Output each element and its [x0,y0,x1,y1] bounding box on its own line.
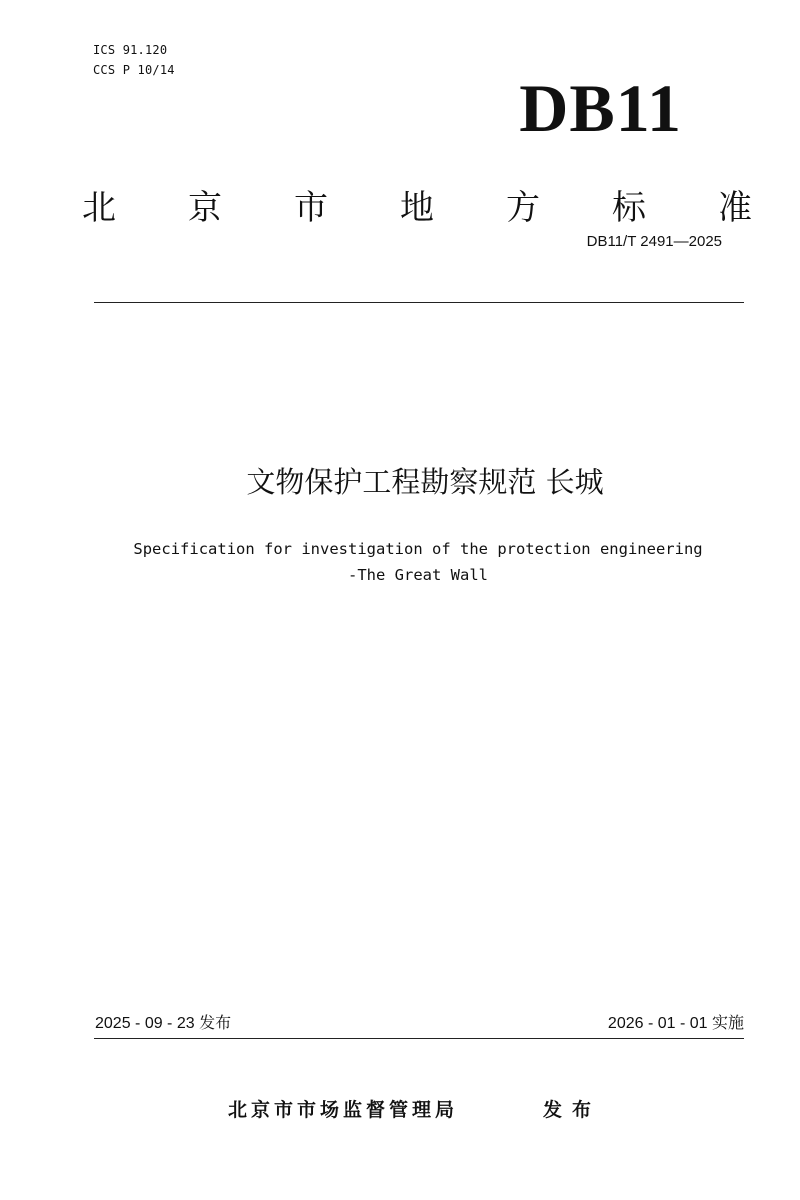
standard-number: DB11/T 2491—2025 [586,233,722,250]
document-title-en-line2: -The Great Wall [348,566,488,584]
standard-category-title: 北京市地方标准 [82,188,752,228]
document-title-en [0,536,800,588]
effective-date: 2026 - 01 - 01 实施 [607,1015,744,1032]
publish-date: 2025 - 09 - 23 发布 [95,1015,232,1032]
top-divider [94,302,744,303]
publisher-name: 北京市市场监督管理局 [228,1099,459,1121]
document-title-en-line1: Specification for investigation of the protection engineering [133,540,703,558]
bottom-divider [94,1038,744,1039]
ccs-code: CCS P 10/14 [93,63,175,77]
db11-logo: DB11 [519,70,682,146]
classification-codes [93,40,175,80]
ics-code: ICS 91.120 [93,43,168,57]
publish-label: 发布 [543,1099,602,1121]
document-title-cn: 文物保护工程勘察规范 长城 [246,465,604,499]
